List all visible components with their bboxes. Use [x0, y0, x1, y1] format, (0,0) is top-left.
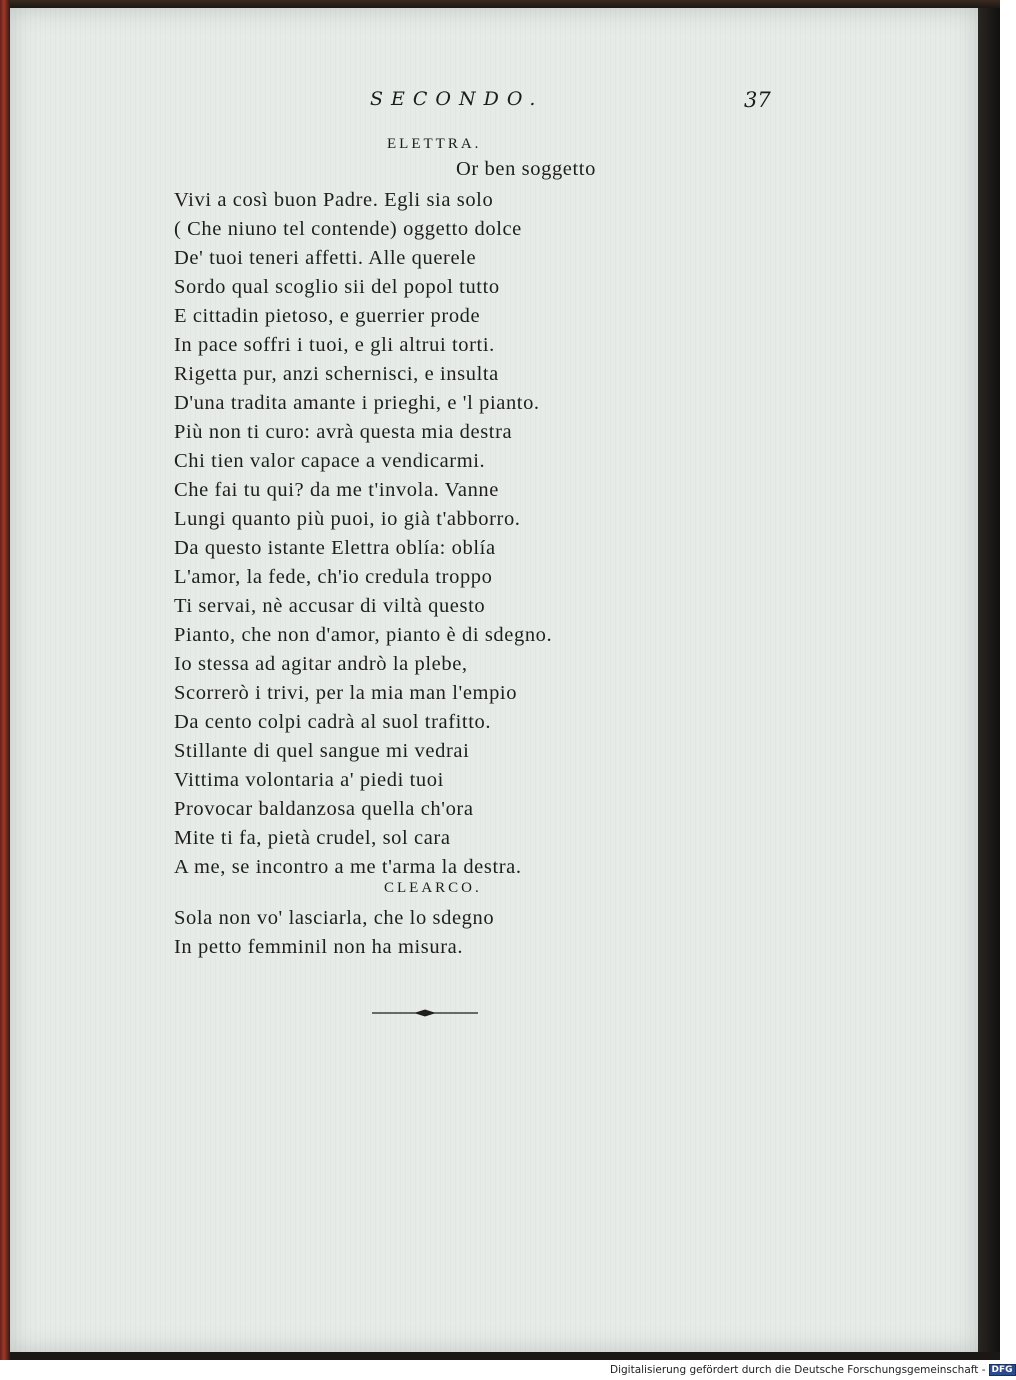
verse-line: Stillante di quel sangue mi vedrai: [174, 740, 470, 762]
verse-line: Mite ti fa, pietà crudel, sol cara: [174, 827, 451, 849]
credit-text: Digitalisierung gefördert durch die Deutsche Forschungsgemeinschaft -: [610, 1364, 986, 1376]
digitization-credit: [610, 1364, 1013, 1380]
verse-block-clearco: [174, 904, 694, 962]
verse-line: Più non ti curo: avrà questa mia destra: [174, 421, 513, 443]
verse-line: Io stessa ad agitar andrò la plebe,: [174, 653, 468, 675]
verse-line: Chi tien valor capace a vendicarmi.: [174, 450, 486, 472]
verse-line: Vittima volontaria a' piedi tuoi: [174, 769, 444, 791]
verse-line: Da cento colpi cadrà al suol trafitto.: [174, 711, 492, 733]
verse-line: In petto femminil non ha misura.: [174, 936, 464, 958]
book-binding-edge: [0, 0, 10, 1360]
verse-line: A me, se incontro a me t'arma la destra.: [174, 856, 522, 878]
verse-block-elettra: [174, 186, 694, 882]
verse-line: Da questo istante Elettra oblía: oblía: [174, 537, 496, 559]
verse-line: Ti servai, nè accusar di viltà questo: [174, 595, 486, 617]
verse-line: Vivi a così buon Padre. Egli sia solo: [174, 189, 494, 211]
verse-line: Lungi quanto più puoi, io già t'abborro.: [174, 508, 521, 530]
verse-line: Provocar baldanzosa quella ch'ora: [174, 798, 474, 820]
verse-line: D'una tradita amante i prieghi, e 'l pianto.: [174, 392, 540, 414]
page-right-shadow: [978, 8, 1000, 1352]
ornamental-rule: [370, 1008, 480, 1018]
verse-line: E cittadin pietoso, e guerrier prode: [174, 305, 481, 327]
speaker-elettra: ELETTRA.: [387, 136, 482, 152]
verse-line: De' tuoi teneri affetti. Alle querele: [174, 247, 477, 269]
verse-line: Che fai tu qui? da me t'invola. Vanne: [174, 479, 499, 501]
page-number: 37: [744, 88, 771, 112]
page-header: [370, 88, 790, 118]
running-title: SECONDO.: [370, 88, 544, 110]
verse-line: Sola non vo' lasciarla, che lo sdegno: [174, 907, 495, 929]
scan-top-edge: [0, 0, 1000, 8]
verse-line: In pace soffri i tuoi, e gli altrui torti.: [174, 334, 495, 356]
verse-line: ( Che niuno tel contende) oggetto dolce: [174, 218, 522, 240]
verse-line: Scorrerò i trivi, per la mia man l'empio: [174, 682, 518, 704]
verse-half-line: Or ben soggetto: [456, 158, 596, 180]
verse-line: Sordo qual scoglio sii del popol tutto: [174, 276, 500, 298]
verse-line: Rigetta pur, anzi schernisci, e insulta: [174, 363, 499, 385]
dfg-logo: DFG: [989, 1364, 1016, 1376]
verse-line: Pianto, che non d'amor, pianto è di sdegno.: [174, 624, 553, 646]
verse-line: L'amor, la fede, ch'io credula troppo: [174, 566, 493, 588]
speaker-clearco: CLEARCO.: [384, 880, 482, 896]
